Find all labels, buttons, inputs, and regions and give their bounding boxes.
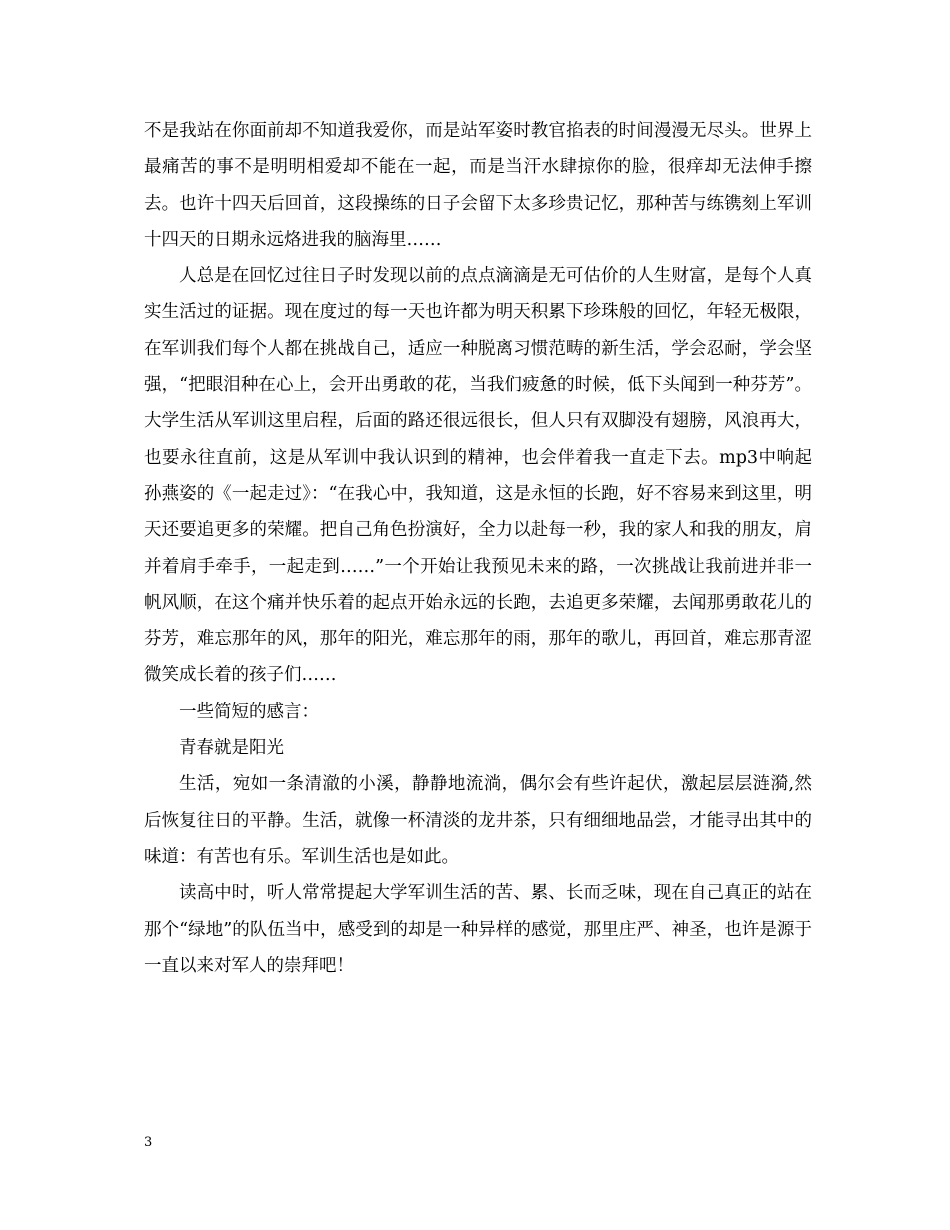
paragraph-1: 不是我站在你面前却不知道我爱你，而是站军姿时教官掐表的时间漫漫无尽头。世界上最痛苦的事不是明明相爱却不能在一起，而是当汗水肆掠你的脸，很痒却无法伸手擦去。也许十四天后回首，这段操练的日子会留下太多珍贵记忆，那种苦与练镌刻上军训十四天的日期永远烙进我的脑海里…… (144, 121, 812, 250)
paragraph-3: 一些简短的感言： (179, 701, 319, 722)
page-number: 3 (144, 1135, 153, 1150)
paragraph-6: 读高中时，听人常常提起大学军训生活的苦、累、长而乏味，现在自己真正的站在那个“绿地”的队伍当中，感受到的却是一种异样的感觉，那里庄严、神圣，也许是源于一直以来对军人的崇拜吧！ (144, 883, 812, 976)
paragraph-2: 人总是在回忆过往日子时发现以前的点点滴滴是无可估价的人生财富，是每个人真实生活过的证据。现在度过的每一天也许都为明天积累下珍珠般的回忆，年轻无极限，在军训我们每个人都在挑战自己，适应一种脱离习惯范畴的新生活，学会忍耐，学会坚强，“把眼泪种在心上，会开出勇敢的花，当我们疲惫的时候，低下头闻到一种芬芳”。大学生活从军训这里启程，后面的路还很远很长，但人只有双脚没有翅膀，风浪再大，也要永往直前，这是从军训中我认识到的精神，也会伴着我一直走下去。mp3中响起孙燕姿的《一起走过》：“在我心中，我知道，这是永恒的长跑，好不容易来到这里，明天还要追更多的荣耀。把自己角色扮演好，全力以赴每一秒，我的家人和我的朋友，肩并着肩手牵手，一起走到……”一个开始让我预见未来的路，一次挑战让我前进并非一帆风顺，在这个痛并快乐着的起点开始永远的长跑，去追更多荣耀，去闻那勇敢花儿的芬芳，难忘那年的风，那年的阳光，难忘那年的雨，那年的歌儿，再回首，难忘那青涩微笑成长着的孩子们…… (144, 266, 812, 686)
document-body (144, 113, 812, 984)
paragraph-4: 青春就是阳光 (179, 738, 284, 759)
paragraph-5: 生活，宛如一条清澈的小溪，静静地流淌，偶尔会有些许起伏，激起层层涟漪,然后恢复往日的平静。生活，就像一杯清淡的龙井茶，只有细细地品尝，才能寻出其中的味道：有苦也有乐。军训生活也是如此。 (144, 774, 812, 867)
